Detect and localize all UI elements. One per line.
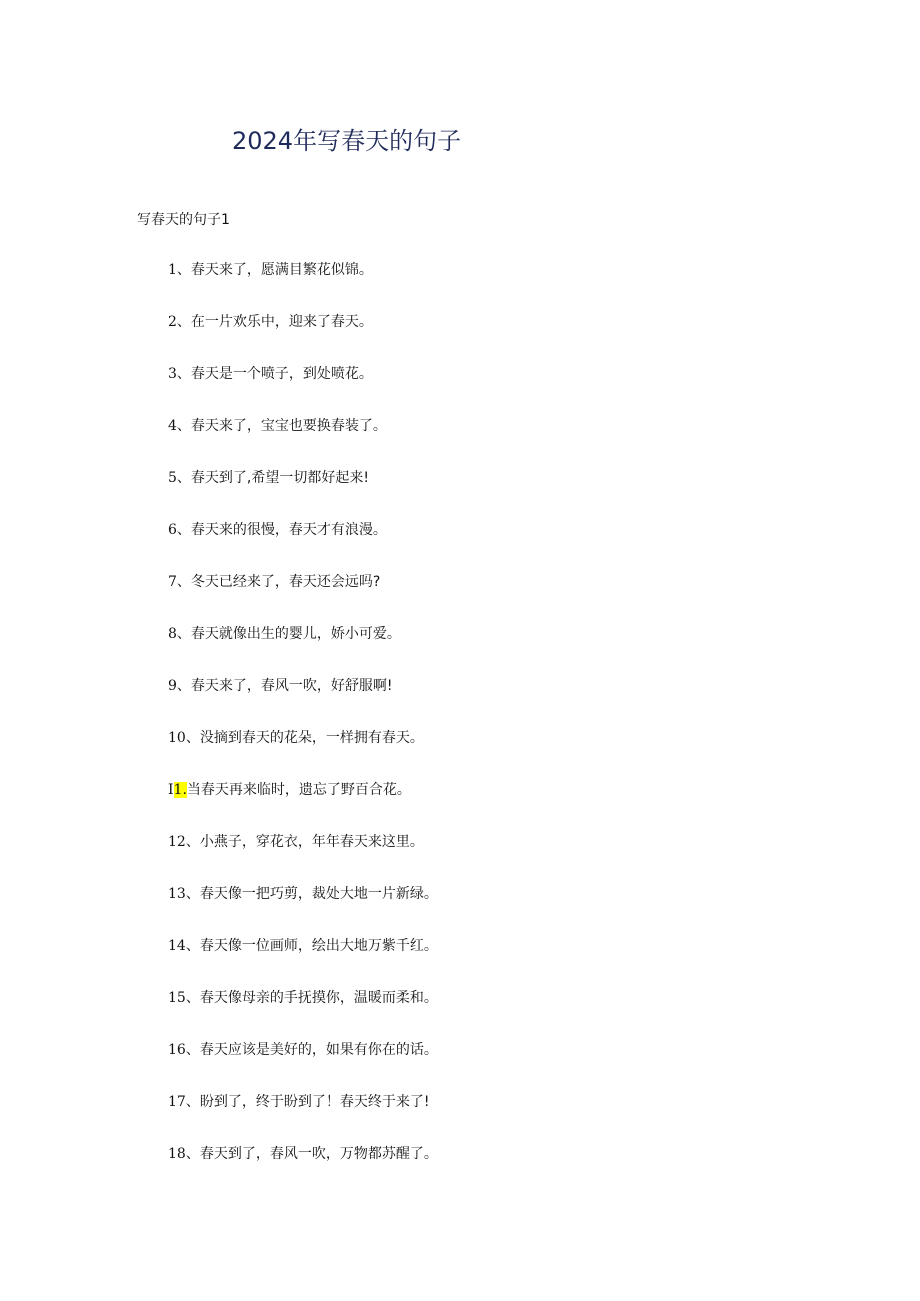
item-separator: 、: [176, 470, 191, 486]
item-text: 在一片欢乐中，迎来了春天。: [190, 314, 373, 330]
item-separator: 、: [185, 990, 200, 1006]
item-text: 春天来了，宝宝也要换春装了。: [190, 418, 387, 434]
list-item: [168, 1140, 438, 1192]
item-separator: 、: [176, 522, 191, 538]
list-item: [168, 776, 438, 828]
sentence-list: [168, 256, 438, 1192]
item-text: 小燕子，穿花衣，年年春天来这里。: [199, 834, 424, 850]
item-number: 17: [168, 1094, 186, 1110]
list-item: [168, 1036, 438, 1088]
item-number: 3: [168, 366, 177, 382]
item-text: 春天来的很慢，春天才有浪漫。: [190, 522, 387, 538]
item-number: 7: [168, 574, 177, 590]
list-item: [168, 412, 438, 464]
item-text: 盼到了，终于盼到了！春天终于来了!: [199, 1094, 430, 1110]
item-number: 15: [168, 990, 186, 1006]
item-separator: 、: [185, 834, 200, 850]
item-number: 9: [168, 678, 177, 694]
item-text: 冬天已经来了，春天还会远吗?: [190, 574, 381, 590]
item-number: 10: [168, 730, 186, 746]
item-text: 春天像一位画师，绘出大地万紫千红。: [199, 938, 438, 954]
item-number: 13: [168, 886, 186, 902]
list-item: [168, 464, 438, 516]
item-text: 当春天再来临时，遗忘了野百合花。: [186, 782, 411, 798]
list-item: [168, 828, 438, 880]
item-number: 1: [168, 262, 177, 278]
item-separator: 、: [185, 886, 200, 902]
item-number: 12: [168, 834, 186, 850]
item-separator: 、: [185, 730, 200, 746]
document-title: 2024年写春天的句子: [232, 127, 462, 155]
list-item: [168, 620, 438, 672]
item-separator: 、: [176, 678, 191, 694]
list-item: [168, 932, 438, 984]
item-text: 春天像一把巧剪，裁处大地一片新绿。: [199, 886, 438, 902]
item-separator: 、: [185, 1094, 200, 1110]
item-text: 春天来了，春风一吹，好舒服啊!: [190, 678, 393, 694]
list-item: [168, 672, 438, 724]
list-item: [168, 880, 438, 932]
item-separator: 、: [185, 1146, 200, 1162]
highlighted-number: 1.: [173, 782, 187, 798]
list-item: [168, 724, 438, 776]
item-number: 16: [168, 1042, 186, 1058]
item-number: 8: [168, 626, 177, 642]
item-separator: 、: [176, 574, 191, 590]
item-text: 没摘到春天的花朵，一样拥有春天。: [199, 730, 424, 746]
item-number: I: [168, 782, 174, 798]
list-item: [168, 568, 438, 620]
item-separator: 、: [185, 938, 200, 954]
list-item: [168, 1088, 438, 1140]
item-text: 春天应该是美好的，如果有你在的话。: [199, 1042, 438, 1058]
item-separator: 、: [176, 262, 191, 278]
item-number: 18: [168, 1146, 186, 1162]
item-text: 春天到了，春风一吹，万物都苏醒了。: [199, 1146, 438, 1162]
item-separator: 、: [176, 366, 191, 382]
item-separator: 、: [176, 314, 191, 330]
item-text: 春天是一个喷子，到处喷花。: [190, 366, 373, 382]
item-number: 4: [168, 418, 177, 434]
item-separator: 、: [185, 1042, 200, 1058]
list-item: [168, 516, 438, 568]
item-text: 春天就像出生的婴儿，娇小可爱。: [190, 626, 401, 642]
section-heading: 写春天的句子1: [137, 212, 230, 228]
list-item: [168, 984, 438, 1036]
item-number: 2: [168, 314, 177, 330]
item-number: 14: [168, 938, 186, 954]
item-text: 春天到了,希望一切都好起来!: [190, 470, 369, 486]
item-number: 6: [168, 522, 177, 538]
item-number: 5: [168, 470, 177, 486]
list-item: [168, 256, 438, 308]
item-separator: 、: [176, 418, 191, 434]
list-item: [168, 308, 438, 360]
item-separator: 、: [176, 626, 191, 642]
item-text: 春天来了，愿满目繁花似锦。: [190, 262, 373, 278]
list-item: [168, 360, 438, 412]
item-text: 春天像母亲的手抚摸你，温暖而柔和。: [199, 990, 438, 1006]
